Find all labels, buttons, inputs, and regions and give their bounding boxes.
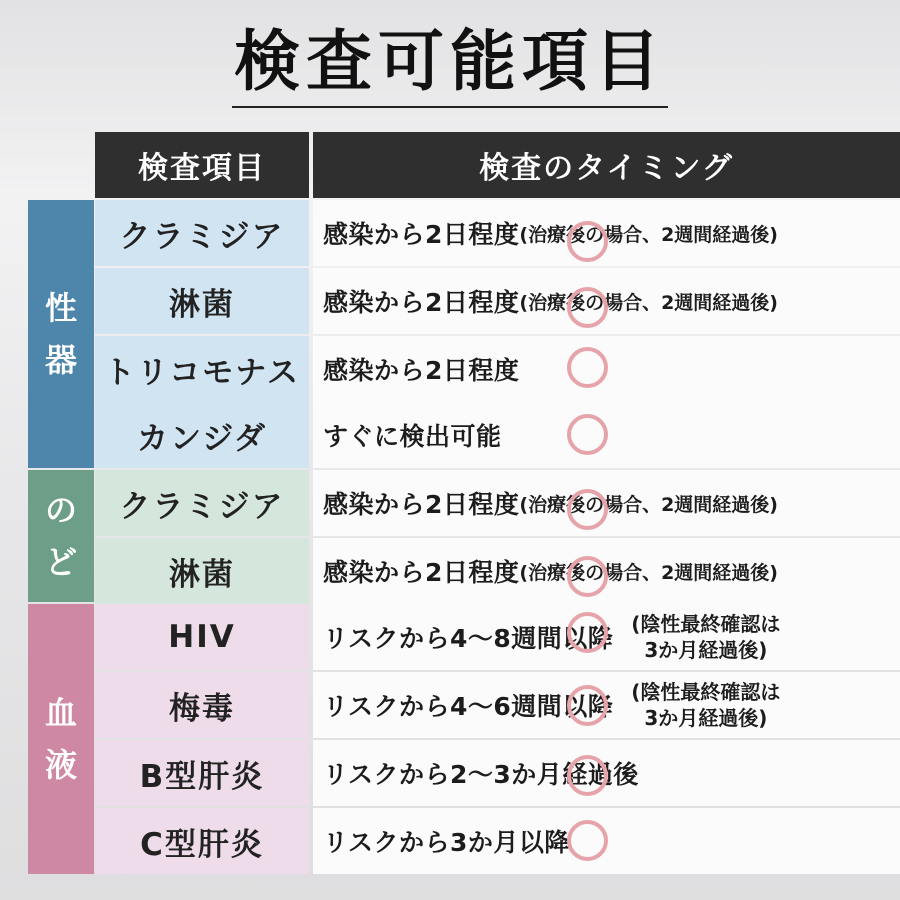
item-cell: トリコモナス: [95, 336, 309, 402]
timing-note: [631, 679, 780, 731]
timing-text: 感染から2日程度: [323, 558, 520, 587]
timing-cell: [313, 740, 900, 806]
timing-text: 感染から2日程度: [323, 490, 520, 519]
item-cell: クラミジア: [95, 470, 309, 536]
timing-cell: [313, 808, 900, 874]
group-label-char: 血: [44, 694, 77, 732]
group-label-throat: [28, 470, 94, 602]
timing-note: (治療後の場合、2週間経過後): [519, 493, 778, 516]
timing-note-line: (陰性最終確認は: [631, 612, 781, 636]
timing-cell: [313, 470, 900, 536]
item-cell: 淋菌: [95, 538, 309, 604]
timing-cell: [313, 200, 900, 266]
item-cell: クラミジア: [95, 200, 309, 266]
group-label-char: 性: [44, 289, 77, 327]
item-cell: C型肝炎: [95, 808, 309, 874]
timing-note: [631, 611, 780, 663]
timing-note-line: 3か月経過後): [644, 706, 768, 730]
timing-text: 感染から2日程度: [323, 220, 520, 249]
timing-cell: [313, 672, 900, 738]
timing-note: (治療後の場合、2週間経過後): [519, 561, 778, 584]
timing-text: 感染から2日程度: [323, 356, 520, 385]
item-cell: カンジダ: [95, 402, 309, 468]
group-label-genital: [28, 200, 94, 468]
item-cell: 梅毒: [95, 672, 309, 738]
header-timing: 検査のタイミング: [313, 132, 900, 198]
header-item: 検査項目: [95, 132, 309, 198]
timing-cell: [313, 402, 900, 468]
group-label-char: ど: [44, 543, 77, 581]
timing-note-line: 3か月経過後): [644, 638, 768, 662]
group-label-char: の: [44, 491, 77, 529]
timing-text: 感染から2日程度: [323, 288, 520, 317]
timing-note-line: (陰性最終確認は: [631, 680, 781, 704]
timing-note: (治療後の場合、2週間経過後): [519, 291, 778, 314]
timing-text: リスクから4〜8週間以降: [323, 624, 614, 653]
timing-text: すぐに検出可能: [323, 422, 502, 451]
timing-text: リスクから3か月以降: [323, 828, 570, 857]
timing-cell: [313, 604, 900, 670]
timing-cell: [313, 268, 900, 334]
timing-cell: [313, 538, 900, 604]
item-cell: B型肝炎: [95, 740, 309, 806]
item-cell: 淋菌: [95, 268, 309, 334]
group-label-blood: [28, 604, 94, 874]
timing-note: (治療後の場合、2週間経過後): [519, 223, 778, 246]
page-title: 検査可能項目: [234, 23, 666, 100]
item-cell: HIV: [95, 604, 309, 670]
group-label-char: 液: [44, 746, 77, 784]
timing-text: リスクから4〜6週間以降: [323, 692, 614, 721]
timing-text: リスクから2〜3か月経過後: [323, 760, 639, 789]
timing-cell: [313, 336, 900, 402]
group-label-char: 器: [44, 341, 77, 379]
title-underline: [232, 106, 668, 108]
